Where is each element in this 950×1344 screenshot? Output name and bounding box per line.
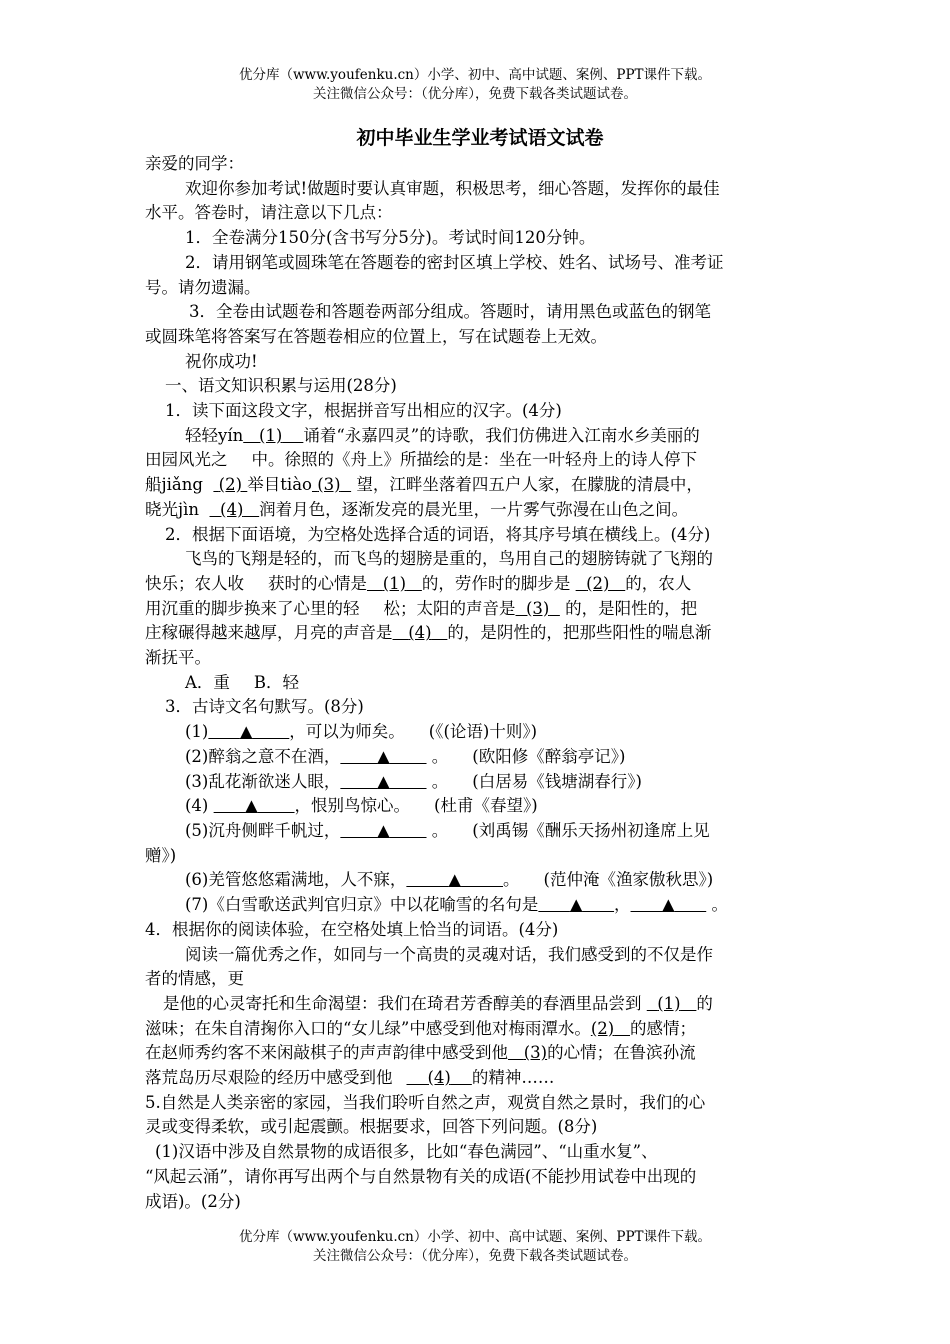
q2-line-4 [145,621,805,646]
q2-text: 松；太阳的声音是 [383,598,516,618]
q1-blank-1 [243,426,303,445]
q3-item-4 [145,794,805,819]
q4-text: 的心情；在鲁滨孙流 [547,1043,696,1063]
blank-label: (4) [427,1068,451,1088]
q1-line-1 [145,424,805,449]
q3-answer-blank [340,821,426,840]
note-2-line-2: 号。请勿遗漏。 [145,277,261,297]
q4-text: 的精神…… [471,1068,555,1088]
q4-line-4 [145,1017,805,1042]
q3-answer-blank [340,747,426,766]
q2-text: 庄稼碾得越来越厚，月亮的声音是 [145,623,393,643]
q3-source: (白居易《钱塘湖春行》) [472,771,642,791]
q2-line-5: 渐抚平。 [145,648,211,668]
q4-blank-2 [591,1019,630,1038]
q3-text: (7)《白雪歌送武判官归京》中以花喻雪的名句是 [185,895,539,915]
q2-line-2 [145,572,805,597]
q4-line-1: 阅读一篇优秀之作，如同与一个高贵的灵魂对话，我们感受到的不仅是作 [185,944,713,964]
q2-text: 的，是阳性的，把 [565,598,698,618]
blank-label: (3) [317,475,341,495]
q1-text: 中。徐照的《舟上》所描绘的是：坐在一叶轻舟上的诗人停下 [251,450,697,470]
note-3-line-2: 或圆珠笔将答案写在答题卷相应的位置上，写在试题卷上无效。 [145,326,607,346]
q3-answer-blank [214,796,295,815]
q3-text: (5)沉舟侧畔千帆过， [185,820,341,840]
q5-line-2: 灵或变得柔软，或引起震颤。根据要求，回答下列问题。(8分) [145,1117,598,1137]
q3-text: (4) [185,796,209,816]
q3-item-3 [145,770,805,795]
wish: 祝你成功! [185,351,258,371]
q3-stem: 3．古诗文名句默写。(8分) [165,697,364,717]
q3-source: (欧阳修《醉翁亭记》) [472,746,626,766]
q3-text: 。 [711,895,728,915]
q3-item-1 [145,720,805,745]
page-header [0,66,950,104]
greeting: 亲爱的同学： [145,154,244,173]
blank-label: (1) [258,425,283,445]
q2-blank-1 [367,574,422,593]
q3-answer-blank [406,870,503,889]
triangle-marker-icon: ▲ [239,722,253,742]
exam-title: 初中毕业生学业考试语文试卷 [356,127,604,149]
q3-item-6 [145,868,805,893]
q3-text: (6)羌管悠悠霜满地，人不寐， [185,870,407,890]
note-1: 1．全卷满分150分(含书写分5分)。考试时间120分钟。 [185,228,596,248]
q3-item-5 [145,819,805,844]
blank-label: (2) [586,573,610,593]
q4-line-6 [145,1066,805,1091]
blank-label: (1) [382,573,407,593]
triangle-marker-icon: ▲ [377,746,390,766]
q2-text: 的，劳作时的脚步是 [421,573,571,593]
triangle-marker-icon: ▲ [569,895,583,915]
blank-label: (2) [218,475,243,495]
welcome-line-1: 欢迎你参加考试!做题时要认真审题，积极思考，细心答题，发挥你的最佳 [185,178,720,198]
q2-blank-2 [576,574,626,593]
q3-text: 。 [431,771,449,791]
q1-line-2 [145,448,805,473]
q4-text: 在赵师秀约客不来闲敲棋子的声声韵律中感受到他 [145,1043,508,1063]
q2-options [145,671,805,696]
q1-text: 润着月色，逐渐发亮的晨光里，一片雾气弥漫在山色之间。 [259,499,689,519]
q4-stem: 4．根据你的阅读体验，在空格处填上恰当的词语。(4分) [145,919,559,939]
q1-text: 晓光jìn [145,499,200,519]
q4-blank-1 [647,994,697,1013]
q3-text: 。 [431,746,449,766]
q3-item-2 [145,745,805,770]
q3-answer-blank [208,722,289,741]
q4-text: 落荒岛历尽艰险的经历中感受到他 [145,1068,393,1088]
blank-label: (4) [220,499,244,519]
section-1-heading: 一、语文知识积累与运用(28分) [165,376,397,396]
q3-source: (范仲淹《渔家傲秋思》) [543,870,714,890]
q2-line-1: 飞鸟的飞翔是轻的，而飞鸟的翅膀是重的，鸟用自己的翅膀铸就了飞翔的 [185,549,713,569]
q4-text: 是他的心灵寄托和生命渴望：我们在琦君芳香醇美的春酒里品尝到 [163,993,642,1013]
q1-blank-4 [210,500,260,519]
q4-line-3 [145,992,805,1017]
q3-item-5-cont: 赠》) [145,845,177,865]
q1-text: 田园风光之 [145,450,228,470]
footer-line-2: 关注微信公众号：（优分库），免费下载各类试题试卷。 [313,1248,637,1264]
page-footer [0,1228,950,1266]
blank-label: (4) [408,623,432,643]
q3-source: (杜甫《春望》) [434,796,538,816]
q1-blank-3 [312,475,351,494]
note-3-line-1: 3．全卷由试题卷和答题卷两部分组成。答题时，请用黑色或蓝色的钢笔 [189,302,711,322]
q1-text: 望，江畔坐落着四五户人家，在朦胧的清晨中， [356,475,703,495]
q4-text: 的 [696,993,713,1013]
q2-line-3 [145,597,805,622]
q1-blank-2 [213,475,247,494]
q3-text: (2)醉翁之意不在酒， [185,746,341,766]
q3-text: 。 [431,820,449,840]
q1-stem: 1．读下面这段文字，根据拼音写出相应的汉字。(4分) [165,401,562,421]
q5-sub-1-line-1: (1)汉语中涉及自然景物的成语很多，比如“春色满园”、“山重水复”、 [155,1142,658,1162]
q2-text: 获时的心情是 [268,573,367,593]
q4-text: 的感情； [630,1018,696,1038]
q2-text: 快乐；农人收 [145,573,244,593]
q4-blank-3 [508,1043,547,1062]
q3-answer-blank [538,895,614,914]
q1-text: 诵着“永嘉四灵”的诗歌，我们仿佛进入江南水乡美丽的 [303,425,700,445]
exam-body [145,124,805,1214]
q3-text: ，恨别鸟惊心。 [294,796,411,816]
q3-text: 。 [503,870,520,890]
q3-source: (刘禹锡《酬乐天扬州初逢席上见 [472,820,710,840]
triangle-marker-icon: ▲ [245,796,258,816]
q3-source: (《(论语)十则》) [428,722,538,742]
header-line-1: 优分库（www.youfenku.cn）小学、初中、高中试题、案例、PPT课件下载。 [238,67,712,83]
q3-text: ，可以为师矣。 [289,722,405,742]
q5-sub-1-line-2: “风起云涌”，请你再写出两个与自然景物有关的成语(不能抄用试卷中出现的 [145,1166,697,1186]
q5-line-1: 5.自然是人类亲密的家园，当我们聆听自然之声，观赏自然之景时，我们的心 [145,1092,706,1112]
q3-text: (1) [185,722,209,742]
q1-text: 船jiǎng [145,475,203,495]
q2-option-b: B．轻 [253,672,300,692]
q3-answer-blank [631,895,707,914]
q4-line-5 [145,1041,805,1066]
q1-line-4 [145,498,805,523]
q2-blank-4 [393,623,448,642]
q3-item-7 [145,893,805,918]
q1-text: 举目tiào [247,475,312,495]
triangle-marker-icon: ▲ [448,870,462,890]
q3-answer-blank [340,772,426,791]
blank-label: (3) [526,598,550,618]
q5-sub-1-line-3: 成语)。(2分) [145,1191,241,1211]
blank-label: (2) [590,1018,615,1038]
triangle-marker-icon: ▲ [377,771,390,791]
q1-text: 轻轻yín [185,425,244,445]
q3-text: ， [614,895,631,915]
note-2-line-1: 2．请用钢笔或圆珠笔在答题卷的密封区填上学校、姓名、试场号、准考证 [185,252,724,272]
welcome-line-2: 水平。答卷时，请注意以下几点： [145,203,393,223]
q2-option-a: A．重 [185,672,230,692]
q2-text: 用沉重的脚步换来了心里的轻 [145,598,360,618]
footer-line-1: 优分库（www.youfenku.cn）小学、初中、高中试题、案例、PPT课件下载。 [238,1229,712,1245]
triangle-marker-icon: ▲ [377,820,390,840]
q4-line-2: 者的情感，更 [145,969,244,989]
blank-label: (1) [657,993,681,1013]
q4-blank-4 [407,1068,472,1087]
q2-text: 的，是阴性的，把那些阳性的喘息渐 [447,623,712,643]
q2-blank-3 [516,599,560,618]
header-line-2: 关注微信公众号：（优分库），免费下载各类试题试卷。 [313,86,637,102]
q4-text: 滋味；在朱自清掬你入口的“女儿绿”中感受到他对梅雨潭水。 [145,1018,591,1038]
q1-line-3 [145,473,805,498]
blank-label: (3) [523,1043,548,1063]
q2-text: 的，农人 [625,573,692,593]
q3-text: (3)乱花渐欲迷人眼， [185,771,341,791]
q2-stem: 2．根据下面语境，为空格处选择合适的词语，将其序号填在横线上。(4分) [165,524,711,544]
triangle-marker-icon: ▲ [662,895,675,915]
